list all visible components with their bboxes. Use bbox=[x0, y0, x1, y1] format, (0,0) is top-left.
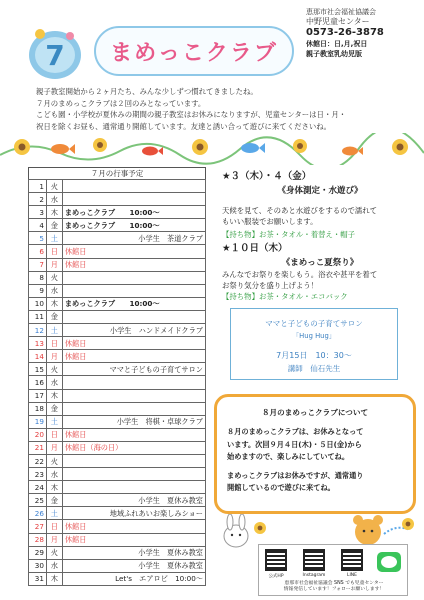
schedule-row bbox=[29, 454, 206, 467]
hp-qr-code[interactable] bbox=[265, 549, 287, 571]
instagram-qr-code[interactable] bbox=[303, 549, 325, 571]
schedule-day: 31 bbox=[29, 572, 47, 585]
schedule-row bbox=[29, 232, 206, 245]
schedule-row bbox=[29, 271, 206, 284]
notice-title: ８月のまめっこクラブについて bbox=[261, 408, 369, 417]
schedule-row bbox=[29, 507, 206, 520]
line-qr-label: LINE bbox=[346, 573, 358, 578]
event-body: もいい服装でお願いします。 bbox=[222, 217, 318, 226]
schedule-weekday: 金 bbox=[46, 494, 62, 507]
schedule-weekday: 日 bbox=[46, 337, 62, 350]
schedule-event: 休館日 bbox=[62, 520, 205, 533]
schedule-weekday: 水 bbox=[46, 468, 62, 481]
page-title: まめっこクラブ bbox=[110, 40, 278, 66]
event-subtitle: 《まめっこ夏祭り》 bbox=[281, 258, 359, 268]
event-heading: ★１０日（木） bbox=[222, 243, 288, 254]
schedule-row bbox=[29, 415, 206, 428]
schedule-day: 11 bbox=[29, 310, 47, 323]
schedule-weekday: 土 bbox=[46, 507, 62, 520]
hp-qr-label: 公式HP bbox=[268, 574, 284, 579]
schedule-title: ７月の行事予定 bbox=[28, 167, 206, 179]
month-badge-icon bbox=[26, 24, 84, 82]
notice-line: 開館しているので遊びに来てね。 bbox=[227, 483, 335, 492]
sns-note-line: 情報発信しています！フォローお願いします！ bbox=[283, 587, 385, 592]
schedule-row bbox=[29, 546, 206, 559]
schedule-event bbox=[62, 454, 205, 467]
schedule-row bbox=[29, 284, 206, 297]
schedule-event bbox=[62, 468, 205, 481]
schedule-event bbox=[62, 284, 205, 297]
schedule-weekday: 火 bbox=[46, 180, 62, 193]
fish-icon bbox=[51, 144, 75, 154]
schedule-weekday: 日 bbox=[46, 428, 62, 441]
schedule-day: 4 bbox=[29, 219, 47, 232]
schedule-day: 24 bbox=[29, 481, 47, 494]
org-name: 恵那市社会福祉協議会 bbox=[306, 8, 376, 16]
schedule-weekday: 水 bbox=[46, 284, 62, 297]
schedule-row bbox=[29, 389, 206, 402]
schedule-day: 6 bbox=[29, 245, 47, 258]
schedule-day: 9 bbox=[29, 284, 47, 297]
sunflower-icon bbox=[14, 139, 30, 155]
salon-date: 7月15日 10：30〜 bbox=[276, 351, 352, 360]
salon-lecturer: 講師 仙石先生 bbox=[287, 364, 341, 373]
event-bring-items: 【持ち物】お茶・タオル・着替え・帽子 bbox=[222, 230, 356, 239]
sunflower-icon bbox=[392, 139, 408, 155]
month-number: 7 bbox=[45, 39, 65, 72]
schedule-weekday: 木 bbox=[46, 389, 62, 402]
sns-note bbox=[263, 581, 405, 593]
schedule-day: 30 bbox=[29, 559, 47, 572]
schedule-day: 22 bbox=[29, 454, 47, 467]
schedule-row bbox=[29, 572, 206, 585]
schedule-row bbox=[29, 428, 206, 441]
schedule-event: 休館日 bbox=[62, 258, 205, 271]
org-info bbox=[306, 8, 418, 59]
event-bring-items: 【持ち物】お茶・タオル・エコバック bbox=[222, 292, 348, 301]
schedule-row bbox=[29, 363, 206, 376]
schedule-weekday: 木 bbox=[46, 297, 62, 310]
schedule-event: 小学生 ハンドメイドクラブ bbox=[62, 324, 205, 337]
schedule-row bbox=[29, 180, 206, 193]
schedule-row bbox=[29, 350, 206, 363]
schedule-weekday: 金 bbox=[46, 402, 62, 415]
salon-name: 「Hug Hug」 bbox=[292, 332, 336, 340]
schedule-day: 18 bbox=[29, 402, 47, 415]
sns-note-line: 恵那市社会福祉協議会 SNS でも児童センター bbox=[284, 581, 384, 586]
intro-line: ７月のまめっこクラブは２回のみとなっています。 bbox=[36, 98, 206, 108]
schedule-event: Let's エアロビ 10:00〜 bbox=[62, 572, 205, 585]
schedule-weekday: 木 bbox=[46, 572, 62, 585]
schedule-row bbox=[29, 402, 206, 415]
notice-line: います。次回９月４日(木)・５日(金)から bbox=[227, 439, 362, 449]
schedule-event: まめっこクラブ 10:00〜 bbox=[62, 206, 205, 219]
schedule-weekday: 火 bbox=[46, 363, 62, 376]
schedule-day: 20 bbox=[29, 428, 47, 441]
schedule-weekday: 金 bbox=[46, 310, 62, 323]
schedule-weekday: 月 bbox=[46, 533, 62, 546]
schedule-event: ママと子どもの子育てサロン bbox=[62, 363, 205, 376]
schedule-day: 3 bbox=[29, 206, 47, 219]
schedule-row bbox=[29, 533, 206, 546]
schedule-day: 2 bbox=[29, 193, 47, 206]
schedule-event: 休館日 bbox=[62, 350, 205, 363]
schedule-weekday: 月 bbox=[46, 350, 62, 363]
event-body: 天候を見て、そのあと水遊びをするので濡れて bbox=[222, 206, 378, 215]
schedule-weekday: 土 bbox=[46, 324, 62, 337]
intro-line: 祝日を除くお昼も、通常通り開館しています。友達と誘い合って遊びに来てくださいね。 bbox=[36, 121, 332, 131]
schedule-day: 27 bbox=[29, 520, 47, 533]
fish-icon bbox=[241, 143, 265, 153]
schedule-weekday: 土 bbox=[46, 232, 62, 245]
schedule-row bbox=[29, 258, 206, 271]
notice-line: ８月のまめっこクラブは、お休みとなって bbox=[227, 427, 364, 436]
line-logo-icon bbox=[375, 551, 403, 573]
sunflower-icon bbox=[93, 138, 107, 152]
schedule-row bbox=[29, 310, 206, 323]
schedule-row bbox=[29, 324, 206, 337]
schedule-day: 16 bbox=[29, 376, 47, 389]
event-body: みんなでお祭りを楽しもう。浴衣や甚平を着て bbox=[222, 270, 378, 279]
schedule-event bbox=[62, 180, 205, 193]
schedule-day: 14 bbox=[29, 350, 47, 363]
schedule-weekday: 日 bbox=[46, 245, 62, 258]
schedule-row bbox=[29, 441, 206, 454]
schedule-day: 7 bbox=[29, 258, 47, 271]
schedule-row bbox=[29, 520, 206, 533]
schedule-row bbox=[29, 337, 206, 350]
schedule-weekday: 木 bbox=[46, 481, 62, 494]
schedule-event: 小学生 夏休み教室 bbox=[62, 559, 205, 572]
salon-box bbox=[230, 308, 398, 380]
schedule-row bbox=[29, 468, 206, 481]
schedule-row bbox=[29, 193, 206, 206]
line-qr-code[interactable] bbox=[341, 549, 363, 571]
schedule-weekday: 月 bbox=[46, 441, 62, 454]
schedule-day: 5 bbox=[29, 232, 47, 245]
bunny-character-icon bbox=[214, 514, 274, 548]
schedule-day: 8 bbox=[29, 271, 47, 284]
schedule-weekday: 火 bbox=[46, 454, 62, 467]
schedule-day: 10 bbox=[29, 297, 47, 310]
schedule-event: 小学生 茶道クラブ bbox=[62, 232, 205, 245]
schedule-event: 休館日 bbox=[62, 337, 205, 350]
schedule-weekday: 水 bbox=[46, 559, 62, 572]
intro-line: 親子教室開始から２ヶ月たち、みんな少しずつ慣れてきましたね。 bbox=[36, 87, 258, 96]
schedule-row bbox=[29, 219, 206, 232]
notice-line: まめっこクラブはお休みですが、通常通り bbox=[227, 470, 364, 480]
schedule-row bbox=[29, 559, 206, 572]
schedule-weekday: 水 bbox=[46, 376, 62, 389]
schedule-day: 29 bbox=[29, 546, 47, 559]
schedule-event bbox=[62, 271, 205, 284]
schedule-row bbox=[29, 297, 206, 310]
salon-title: ママと子どもの子育てサロン bbox=[265, 319, 363, 328]
event-section-2 bbox=[222, 240, 418, 302]
schedule-day: 13 bbox=[29, 337, 47, 350]
kindergarten-label: 親子教室乳幼児版 bbox=[306, 50, 362, 58]
title-banner bbox=[94, 26, 294, 76]
schedule-weekday: 水 bbox=[46, 193, 62, 206]
schedule-weekday: 金 bbox=[46, 219, 62, 232]
schedule-event: 休館日 bbox=[62, 428, 205, 441]
schedule-event: 休館日 bbox=[62, 245, 205, 258]
schedule-weekday: 月 bbox=[46, 258, 62, 271]
header bbox=[8, 6, 418, 84]
schedule-day: 26 bbox=[29, 507, 47, 520]
schedule-event bbox=[62, 402, 205, 415]
notice-line: 始めますので、楽しみにしていてね。 bbox=[227, 452, 350, 461]
event-section-1 bbox=[222, 168, 418, 240]
schedule-day: 28 bbox=[29, 533, 47, 546]
schedule-event: 休館日 bbox=[62, 533, 205, 546]
schedule-day: 17 bbox=[29, 389, 47, 402]
phone-number: 0573-26-3878 bbox=[306, 27, 384, 38]
event-subtitle: 《身体測定・水遊び》 bbox=[277, 186, 363, 196]
intro-line: こども園・小学校が夏休みの期間の親子教室はお休みになりますが、児童センターは日・月・ bbox=[36, 110, 347, 119]
schedule-table bbox=[28, 179, 206, 586]
holiday-info: 休館日：日,月,祝日 bbox=[306, 40, 368, 48]
schedule-event: 小学生 夏休み教室 bbox=[62, 494, 205, 507]
schedule-event bbox=[62, 481, 205, 494]
instagram-qr-label: Instagram bbox=[302, 573, 326, 578]
schedule-weekday: 火 bbox=[46, 271, 62, 284]
schedule-row bbox=[29, 245, 206, 258]
sunflower-icon bbox=[192, 139, 208, 155]
goldfish-icon bbox=[142, 147, 163, 156]
schedule-event: 小学生 夏休み教室 bbox=[62, 546, 205, 559]
schedule-row bbox=[29, 481, 206, 494]
schedule-event bbox=[62, 193, 205, 206]
schedule-weekday: 土 bbox=[46, 415, 62, 428]
schedule-day: 12 bbox=[29, 324, 47, 337]
schedule-row bbox=[29, 376, 206, 389]
schedule-event bbox=[62, 389, 205, 402]
schedule-day: 1 bbox=[29, 180, 47, 193]
schedule-row bbox=[29, 206, 206, 219]
schedule-event: 地域ふれあいお楽しみショー bbox=[62, 507, 205, 520]
schedule-row bbox=[29, 494, 206, 507]
sns-footer bbox=[258, 544, 408, 596]
schedule-weekday: 火 bbox=[46, 546, 62, 559]
sunflower-icon bbox=[293, 139, 307, 153]
schedule-event: 小学生 将棋・卓球クラブ bbox=[62, 415, 205, 428]
schedule-event: まめっこクラブ 10:00〜 bbox=[62, 219, 205, 232]
schedule-day: 15 bbox=[29, 363, 47, 376]
schedule-event bbox=[62, 310, 205, 323]
schedule-day: 23 bbox=[29, 468, 47, 481]
schedule-day: 19 bbox=[29, 415, 47, 428]
schedule-event bbox=[62, 376, 205, 389]
schedule-day: 25 bbox=[29, 494, 47, 507]
center-name: 中野児童センター bbox=[306, 17, 370, 26]
schedule-weekday: 木 bbox=[46, 206, 62, 219]
schedule-weekday: 日 bbox=[46, 520, 62, 533]
schedule-day: 21 bbox=[29, 441, 47, 454]
event-body: お祭り気分を盛り上げよう！ bbox=[222, 281, 319, 290]
sunflower-decoration bbox=[0, 133, 424, 165]
schedule-event: まめっこクラブ 10:00〜 bbox=[62, 297, 205, 310]
intro-text bbox=[36, 86, 416, 132]
event-heading: ★３（木）・４（金） bbox=[222, 171, 312, 182]
august-notice bbox=[214, 394, 416, 514]
schedule-event: 休館日（海の日） bbox=[62, 441, 205, 454]
